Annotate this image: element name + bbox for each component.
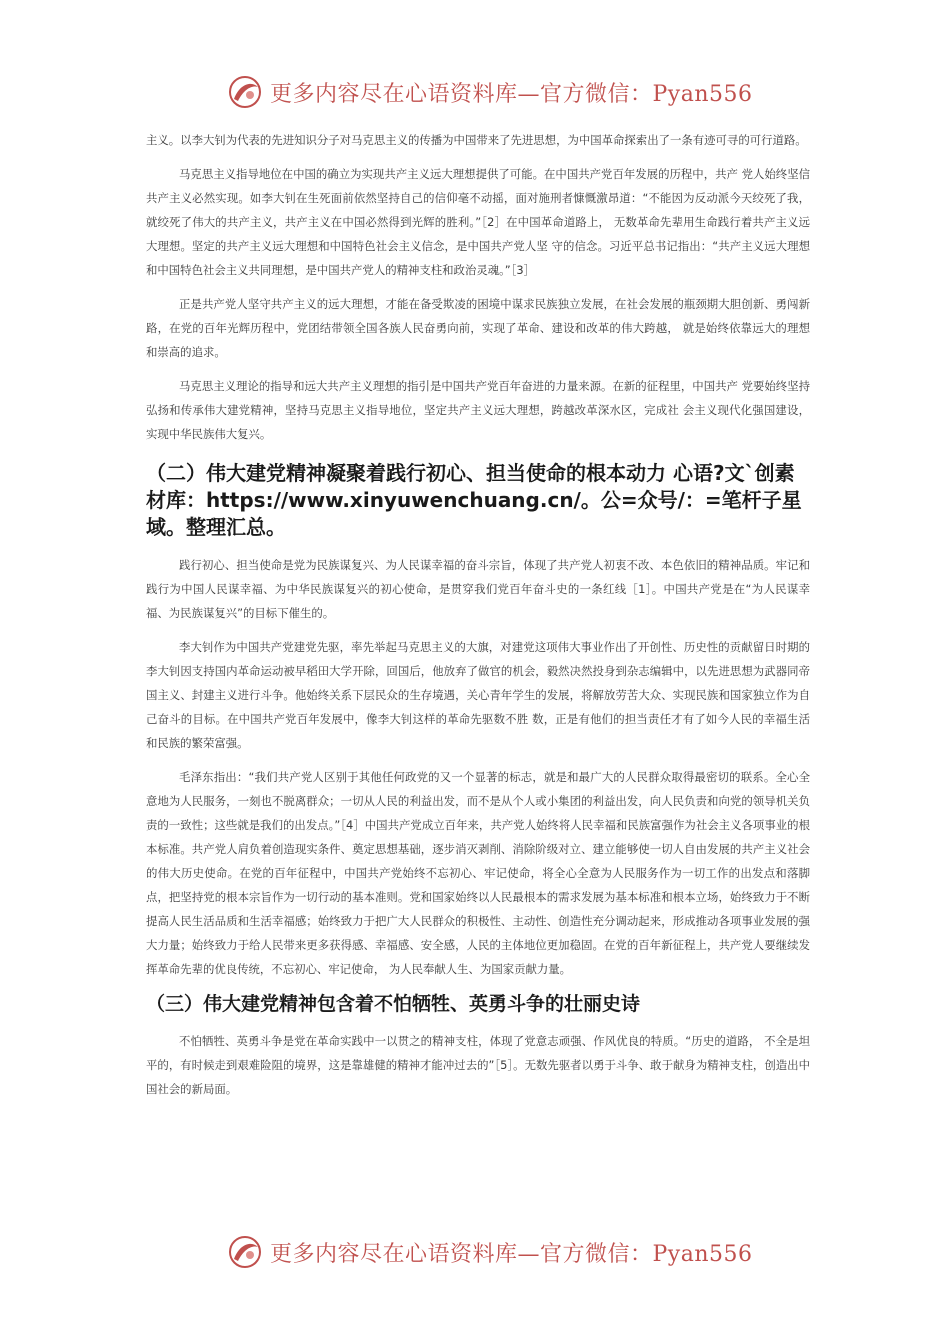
section-heading-3: （三）伟大建党精神包含着不怕牺牲、英勇斗争的壮丽史诗 [146, 993, 641, 1015]
paragraph: 主义。以李大钊为代表的先进知识分子对马克思主义的传播为中国带来了先进思想，为中国革命探索出了一条有迹可寻的可行道路。 [146, 133, 807, 147]
paragraph: 李大钊作为中国共产党建党先驱，率先举起马克思主义的大旗，对建党这项伟大事业作出了开创性、历史性的贡献留日时期的李大钊因支持国内革命运动被早稻田大学开除，回国后，他放弃了做官的机会，毅然决然投身到杂志编辑中，以先进思想为武器同帝国主义、封建主义进行斗争。他始终关系下层民众的生存境遇，关心青年学生的发展，将解放劳苦大众、实现民族和国家独立作为自己奋斗的目标。在中国共产党百年发展中，像李大钊这样的革命先驱数不胜 数，正是有他们的担当责任才有了如今人民的幸福生活和民族的繁荣富强。 [146, 640, 810, 750]
paragraph: 践行初心、担当使命是党为民族谋复兴、为人民谋幸福的奋斗宗旨，体现了共产党人初衷不改、本色依旧的精神品质。牢记和践行为中国人民谋幸福、为中华民族谋复兴的初心使命，是贯穿我们党百年奋斗史的一条红线［1］。中国共产党是在“为人民谋幸福、为民族谋复兴”的目标下催生的。 [146, 558, 810, 620]
brand-logo-icon [226, 1233, 264, 1271]
paragraph: 不怕牺牲、英勇斗争是党在革命实践中一以贯之的精神支柱，体现了党意志顽强、作风优良的特质。“历史的道路， 不全是坦平的，有时候走到艰难险阻的境界，这是靠雄健的精神才能冲过去的”［5］。无数先驱者以勇于斗争、敢于献身为精神支柱，创造出中国社会的新局面。 [146, 1034, 810, 1096]
paragraph: 马克思主义理论的指导和远大共产主义理想的指引是中国共产党百年奋进的力量来源。在新的征程里，中国共产 党要始终坚持弘扬和传承伟大建党精神，坚持马克思主义指导地位，坚定共产主义远大理想，跨越改革深水区，完成社 会主义现代化强国建设，实现中华民族伟大复兴。 [146, 379, 810, 441]
section-heading-2: （二）伟大建党精神凝聚着践行初心、担当使命的根本动力 心语?文`创素材库：https://www.xinyuwenchuang.cn/。公=众号/：=笔杆子星域。整理汇总。 [146, 461, 802, 539]
banner-text: 更多内容尽在心语资料库—官方微信：Pyan556 [270, 1241, 753, 1267]
paragraph: 马克思主义指导地位在中国的确立为实现共产主义远大理想提供了可能。在中国共产党百年发展的历程中，共产 党人始终坚信共产主义必然实现。如李大钊在生死面前依然坚持自己的信仰毫不动摇，面对施刑者慷慨激昂道：“不能因为反动派今天绞死了我，就绞死了伟大的共产主义，共产主义在中国必然得到光辉的胜利。”［2］在中国革命道路上， 无数革命先辈用生命践行着共产主义远大理想。坚定的共产主义远大理想和中国特色社会主义信念，是中国共产党人坚 守的信念。习近平总书记指出：“共产主义远大理想和中国特色社会主义共同理想，是中国共产党人的精神支柱和政治灵魂。”［3］ [146, 167, 810, 277]
paragraph: 正是共产党人坚守共产主义的远大理想，才能在备受欺凌的困境中谋求民族独立发展，在社会发展的瓶颈期大胆创新、勇闯新路，在党的百年光辉历程中，党团结带领全国各族人民奋勇向前，实现了革命、建设和改革的伟大跨越， 就是始终依靠远大的理想和崇高的追求。 [146, 297, 810, 359]
main-content [146, 128, 810, 1111]
brand-logo-icon [226, 73, 264, 111]
paragraph: 毛泽东指出：“我们共产党人区别于其他任何政党的又一个显著的标志，就是和最广大的人民群众取得最密切的联系。全心全意地为人民服务，一刻也不脱离群众；一切从人民的利益出发，而不是从个人或小集团的利益出发，向人民负责和向党的领导机关负责的一致性；这些就是我们的出发点。”［4］中国共产党成立百年来，共产党人始终将人民幸福和民族富强作为社会主义各项事业的根本标准。共产党人肩负着创造现实条件、奠定思想基础，逐步消灭剥削、消除阶级对立、建立能够使一切人自由发展的共产主义社会的伟大历史使命。在党的百年征程中，中国共产党始终不忘初心、牢记使命，将全心全意为人民服务作为一切工作的出发点和落脚点，把坚持党的根本宗旨作为一切行动的基本准则。党和国家始终以人民最根本的需求发展为基本标准和根本立场，始终致力于不断提高人民生活品质和生活幸福感；始终致力于把广大人民群众的积极性、主动性、创造性充分调动起来，形成推动各项事业发展的强大力量；始终致力于给人民带来更多获得感、幸福感、安全感，人民的主体地位更加稳固。在党的百年新征程上，共产党人要继续发挥革命先辈的优良传统，不忘初心、牢记使命， 为人民奉献人生、为国家贡献力量。 [146, 770, 810, 976]
footer-banner [226, 1232, 753, 1272]
banner-text: 更多内容尽在心语资料库—官方微信：Pyan556 [270, 81, 753, 107]
header-banner [226, 72, 753, 112]
